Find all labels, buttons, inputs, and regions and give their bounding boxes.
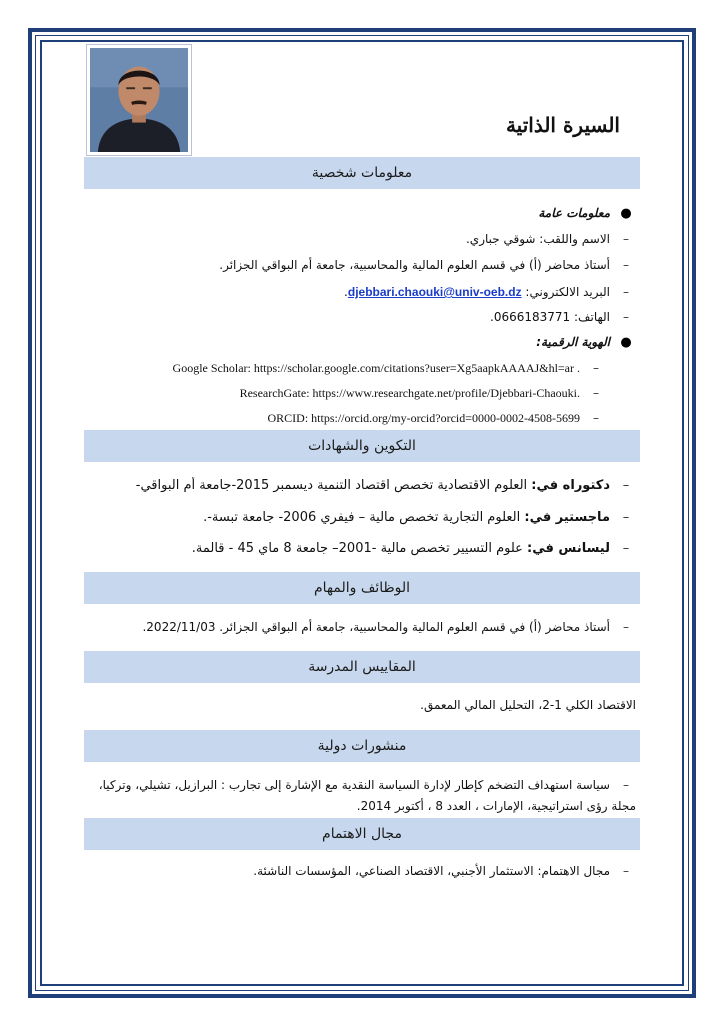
dash-icon: – <box>622 478 630 493</box>
dash-icon: – <box>623 310 629 324</box>
section-header-education: التكوين والشهادات <box>84 430 640 462</box>
phone-row <box>84 308 636 326</box>
bullet-icon: ● <box>620 335 632 350</box>
email-label: البريد الالكتروني: <box>525 285 610 299</box>
section-header-courses: المقاييس المدرسة <box>84 651 640 683</box>
name-text: الاسم واللقب: شوقي جباري. <box>465 232 610 246</box>
phd-label: دكتوراه في: <box>531 478 610 493</box>
position-row <box>84 256 636 274</box>
dash-icon: – <box>593 361 599 375</box>
profile-photo <box>86 44 192 156</box>
scholar-row <box>84 359 606 377</box>
dash-icon: – <box>593 386 599 400</box>
master-row <box>84 509 636 527</box>
bullet-icon: ● <box>620 206 632 221</box>
dash-icon: – <box>623 285 629 299</box>
courses-row <box>84 696 636 714</box>
publication-text: سياسة استهداف التضخم كإطار لإدارة السياسة النقدية مع الإشارة إلى تجارب : البرازيل، تشيلي، وتركيا، مجلة رؤى استراتيجية، الإمارات ، العدد 8 ، أكتوبر 2014. <box>98 778 636 813</box>
orcid-row <box>84 409 606 427</box>
email-link[interactable]: djebbari.chaouki@univ-oeb.dz <box>347 285 522 299</box>
interests-row <box>84 862 636 880</box>
digital-heading-row <box>84 333 636 352</box>
dash-icon: – <box>623 620 629 634</box>
orcid-link[interactable]: ORCID: https://orcid.org/my-orcid?orcid=0000-0002-4508-5699 <box>267 411 580 425</box>
dash-icon: – <box>623 232 629 246</box>
dash-icon: – <box>623 864 629 878</box>
section-header-interests: مجال الاهتمام <box>84 818 640 850</box>
name-row <box>84 230 636 248</box>
master-label: ماجستير في: <box>524 510 610 525</box>
dash-icon: – <box>622 510 630 525</box>
section-header-publications: منشورات دولية <box>84 730 640 762</box>
dash-icon: – <box>623 258 629 272</box>
section-header-personal: معلومات شخصية <box>84 157 640 189</box>
courses-text: الاقتصاد الكلي 1-2، التحليل المالي المعمق. <box>420 698 636 712</box>
position-text: أستاذ محاضر (أ) في قسم العلوم المالية والمحاسبية، جامعة أم البواقي الجزائر. <box>219 258 610 272</box>
license-label: ليسانس في: <box>527 541 610 556</box>
general-heading: معلومات عامة <box>538 206 610 220</box>
researchgate-link[interactable]: ResearchGate: https://www.researchgate.net/profile/Djebbari-Chaouki. <box>239 386 580 400</box>
dash-icon: – <box>622 541 630 556</box>
researchgate-row <box>84 384 606 402</box>
interests-text: مجال الاهتمام: الاستثمار الأجنبي، الاقتصاد الصناعي، المؤسسات الناشئة. <box>253 864 610 878</box>
digital-heading: الهوية الرقمية: <box>536 335 610 349</box>
license-text: علوم التسيير تخصص مالية -2001– جامعة 8 ماي 45 - قالمة. <box>191 541 523 556</box>
license-row <box>84 540 636 558</box>
scholar-link[interactable]: Google Scholar: https://scholar.google.com/citations?user=Xg5aapkAAAAJ&hl=ar . <box>172 361 580 375</box>
general-heading-row <box>84 204 636 223</box>
email-row <box>84 283 636 301</box>
email-end: . <box>344 285 348 299</box>
phd-row <box>84 477 636 495</box>
dash-icon: – <box>623 778 629 792</box>
publication-row <box>84 775 636 817</box>
phd-text: العلوم الاقتصادية تخصص اقتصاد التنمية ديسمبر 2015-جامعة أم البواقي- <box>135 478 528 493</box>
cv-title: السيرة الذاتية <box>505 113 620 137</box>
dash-icon: – <box>593 411 599 425</box>
section-header-jobs: الوظائف والمهام <box>84 572 640 604</box>
job-row <box>84 618 636 636</box>
job-text: أستاذ محاضر (أ) في قسم العلوم المالية والمحاسبية، جامعة أم البواقي الجزائر. 2022/11/03. <box>142 620 610 634</box>
master-text: العلوم التجارية تخصص مالية – فيفري 2006- جامعة تبسة-. <box>203 510 521 525</box>
phone-text: الهاتف: 0666183771. <box>490 310 610 324</box>
